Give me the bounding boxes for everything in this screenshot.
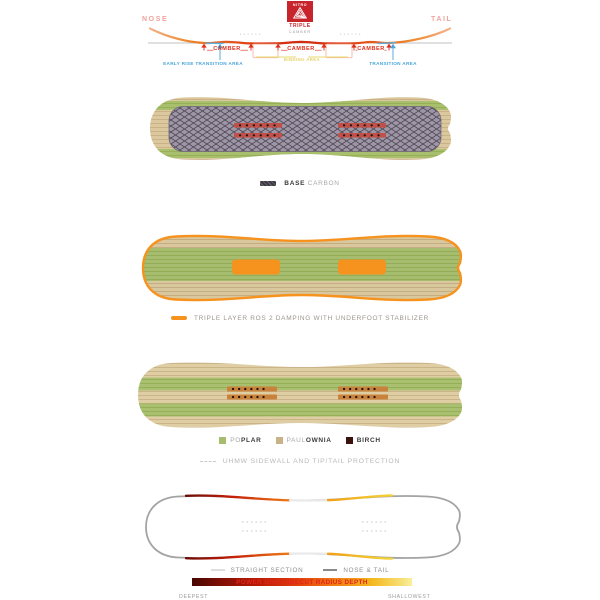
carbon-mesh [169,107,441,152]
legend-poplar [219,437,261,444]
paulownia-strong: OWNIA [305,437,332,444]
sidecut-color-segments [186,495,392,558]
legend-base-carbon [0,180,600,187]
board3-fill [133,358,467,432]
board4-insert-dots [242,522,388,531]
legend-sidecut [0,567,600,574]
logo-brand-text: NITRO [292,2,308,7]
camber-label-2: CAMBER [287,46,315,53]
camber-label-3: CAMBER [357,46,385,53]
damping-swatch [171,316,187,321]
outline-gray [146,496,460,558]
straight-section-swatch [211,569,225,571]
nose-label: NOSE [142,16,169,23]
powergrip-label: POWER GRIP SIDECUT RADIUS DEPTH [236,578,368,586]
base-carbon-label [284,180,339,187]
legend-woods [0,437,600,444]
paulownia-swatch [276,437,283,444]
carbon-swatch [260,181,276,186]
poplar-muted: PO [230,437,241,444]
board2-fill [138,233,465,303]
legend-straight-section [211,567,304,574]
board-wood-core [125,352,475,436]
board-carbon-layer [140,88,465,168]
binding-box-left [253,44,278,58]
transition-area-label: TRANSITION AREA [369,60,417,66]
nose-tail-label: NOSE & TAIL [343,566,390,574]
logo-title-line2: CAMBER [288,29,312,34]
shallowest-label: SHALLOWEST [388,594,431,600]
early-rise-transition-label: EARLY RISE TRANSITION AREA [163,60,243,66]
powergrip-gradient-bar [192,578,412,586]
right-transition-arrow [391,45,395,60]
straight-section-label: STRAIGHT SECTION [230,566,304,574]
deepest-label: DEEPEST [179,594,209,600]
nose-tail-swatch [323,569,337,572]
damping-label: TRIPLE LAYER ROS 2 DAMPING WITH UNDERFOOT STABILIZER [193,314,430,322]
legend-paulownia [276,437,332,444]
base-text: BASE [284,180,306,187]
birch-strong: BIRCH [356,437,381,444]
poplar-swatch [219,437,226,444]
legend-sidewall [0,458,600,465]
board-damping-layer [130,228,475,308]
camber-curve [150,29,450,44]
logo-title-line1: TRIPLE [289,23,311,29]
right-transition-segment [378,43,395,44]
sidewall-swatch [200,461,216,462]
legend-birch [346,437,381,444]
board-sidecut-outline [130,486,480,568]
carbon-text: CARBON [307,180,340,187]
binding-area-label: BINDING AREA [283,57,321,63]
triple-camber-logo-icon [293,7,307,19]
binding-box-right [326,44,352,58]
legend-nose-tail [323,567,389,574]
birch-swatch [346,437,353,444]
tail-label: TAIL [431,16,453,23]
stabilizer-pad-right [338,260,386,275]
camber-label-1: CAMBER [213,46,241,53]
paulownia-muted: PAUL [286,437,306,444]
legend-damping [0,315,600,322]
sidewall-label: UHMW SIDEWALL AND TIP/TAIL PROTECTION [222,458,401,465]
poplar-strong: PLAR [241,437,262,444]
stabilizer-pad-left [232,260,280,275]
board1-fill [145,94,457,164]
